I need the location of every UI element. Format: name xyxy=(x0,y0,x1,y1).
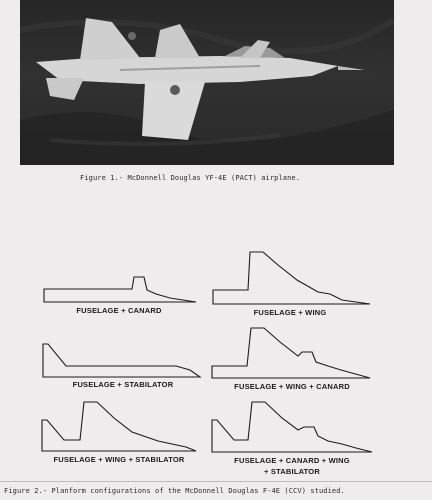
panel-label-stabilator: + STABILATOR xyxy=(264,467,320,476)
panel-label-fuselage-canard-wing: FUSELAGE + CANARD + WING xyxy=(234,456,350,465)
panel-fuselage-stabilator xyxy=(43,344,200,389)
figure-1-caption: Figure 1.- McDonnell Douglas YF-4E (PACT) airplane. xyxy=(80,174,301,182)
panel-fuselage-wing xyxy=(213,252,370,317)
panel-label-fuselage-canard: FUSELAGE + CANARD xyxy=(76,306,162,315)
figure-2-caption: Figure 2.- Planform configurations of the McDonnell Douglas F-4E (CCV) studied. xyxy=(4,487,345,495)
panel-label-fuselage-stabilator: FUSELAGE + STABILATOR xyxy=(72,380,174,389)
panel-label-fuselage-wing: FUSELAGE + WING xyxy=(253,308,327,317)
planform-diagram xyxy=(0,240,432,480)
aircraft-photo xyxy=(20,0,394,165)
panel-label-fuselage-wing-stabilator: FUSELAGE + WING + STABILATOR xyxy=(53,455,185,464)
panel-label-fuselage-wing-canard: FUSELAGE + WING + CANARD xyxy=(234,382,350,391)
panel-fuselage-wing-stabilator xyxy=(42,402,196,464)
panel-fuselage-wing-canard xyxy=(212,328,370,391)
page-divider xyxy=(0,481,432,482)
panel-fuselage-canard-wing-stabilator xyxy=(212,402,372,476)
panel-fuselage-canard xyxy=(44,277,196,315)
